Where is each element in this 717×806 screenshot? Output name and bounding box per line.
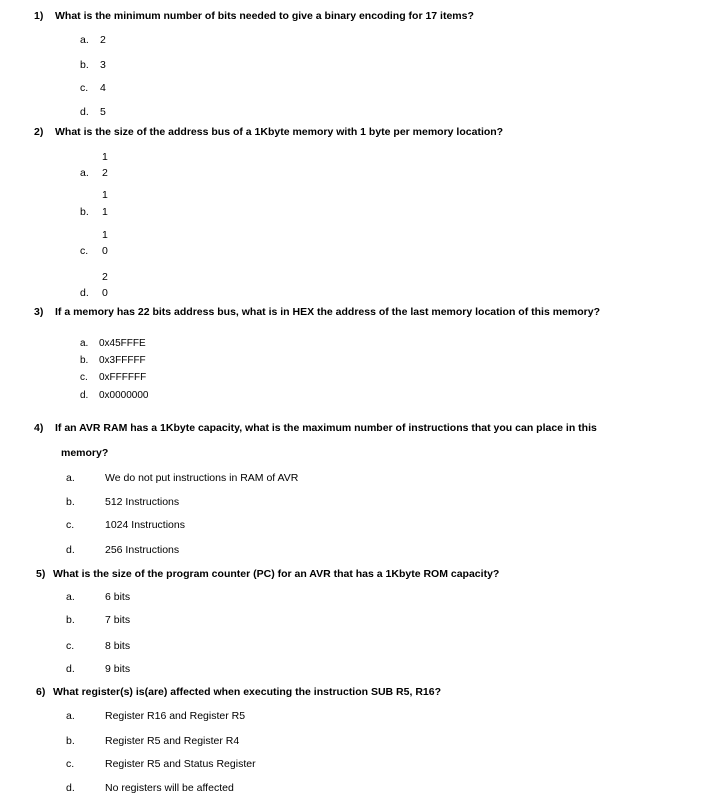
option-letter: a. xyxy=(80,338,89,349)
option-letter: b. xyxy=(80,206,89,218)
option-text: Register R16 and Register R5 xyxy=(105,710,246,722)
question-text: If a memory has 22 bits address bus, what is in HEX the address of the last memory location of this memory? xyxy=(55,306,600,318)
option-letter: d. xyxy=(80,390,89,401)
option-text: 4 xyxy=(100,82,106,94)
option-letter: b. xyxy=(66,735,75,747)
question-text: If an AVR RAM has a 1Kbyte capacity, what is the maximum number of instructions that you can place in this xyxy=(55,422,597,434)
option-letter: c. xyxy=(80,372,88,383)
option-text: 1024 Instructions xyxy=(105,519,185,531)
question-number: 3) xyxy=(34,306,44,318)
option-text: No registers will be affected xyxy=(105,782,234,794)
option-text: 7 bits xyxy=(105,614,131,626)
option-text: 6 bits xyxy=(105,591,131,603)
question-text: What register(s) is(are) affected when executing the instruction SUB R5, R16? xyxy=(53,686,441,698)
option-text: 0x0000000 xyxy=(99,390,149,401)
option-letter: a. xyxy=(66,591,75,603)
question-number: 5) xyxy=(36,568,46,580)
option-letter: c. xyxy=(80,82,89,94)
option-letter: c. xyxy=(66,758,75,770)
option-text: 256 Instructions xyxy=(105,544,180,556)
option-text: 5 xyxy=(100,106,106,118)
option-lower-digit: 2 xyxy=(102,167,108,179)
option-letter: d. xyxy=(80,106,89,118)
option-letter: c. xyxy=(66,519,75,531)
option-letter: d. xyxy=(80,287,89,299)
option-letter: b. xyxy=(80,355,89,366)
option-upper-digit: 1 xyxy=(102,151,108,163)
option-letter: d. xyxy=(66,782,75,794)
option-letter: a. xyxy=(80,34,89,46)
option-text: 8 bits xyxy=(105,640,131,652)
option-text: Register R5 and Register R4 xyxy=(105,735,240,747)
option-text: We do not put instructions in RAM of AVR xyxy=(105,472,299,484)
question-number: 2) xyxy=(34,126,44,138)
option-letter: a. xyxy=(66,710,75,722)
option-letter: b. xyxy=(66,496,75,508)
option-text: 2 xyxy=(100,34,106,46)
option-text: Register R5 and Status Register xyxy=(105,758,256,770)
option-lower-digit: 1 xyxy=(102,206,108,218)
option-text: 0xFFFFFF xyxy=(99,372,147,383)
question-text: What is the size of the address bus of a 1Kbyte memory with 1 byte per memory location? xyxy=(55,126,504,138)
option-letter: c. xyxy=(80,245,89,257)
option-letter: a. xyxy=(80,167,89,179)
option-letter: b. xyxy=(80,59,89,71)
option-letter: b. xyxy=(66,614,75,626)
option-text: 0x3FFFFF xyxy=(99,355,146,366)
option-letter: a. xyxy=(66,472,75,484)
option-text: 512 Instructions xyxy=(105,496,180,508)
question-text-continued: memory? xyxy=(61,447,109,459)
option-lower-digit: 0 xyxy=(102,287,108,299)
question-number: 4) xyxy=(34,422,44,434)
question-text: What is the minimum number of bits needed to give a binary encoding for 17 items? xyxy=(55,10,474,22)
option-letter: c. xyxy=(66,640,75,652)
option-lower-digit: 0 xyxy=(102,245,108,257)
question-number: 6) xyxy=(36,686,46,698)
option-text: 0x45FFFE xyxy=(99,338,146,349)
option-text: 3 xyxy=(100,59,106,71)
option-text: 9 bits xyxy=(105,663,131,675)
option-upper-digit: 2 xyxy=(102,271,108,283)
option-letter: d. xyxy=(66,544,75,556)
question-text: What is the size of the program counter (PC) for an AVR that has a 1Kbyte ROM capacity? xyxy=(53,568,500,580)
option-upper-digit: 1 xyxy=(102,229,108,241)
option-upper-digit: 1 xyxy=(102,189,108,201)
option-letter: d. xyxy=(66,663,75,675)
question-number: 1) xyxy=(34,10,44,22)
